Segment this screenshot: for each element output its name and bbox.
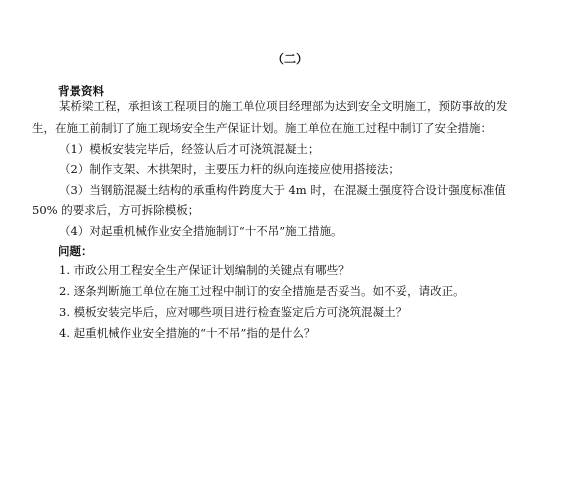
background-heading: 背景资料	[58, 84, 104, 98]
question-3: 3. 模板安装完毕后，应对哪些项目进行检查鉴定后方可浇筑混凝土？	[59, 305, 408, 319]
measure-1: （1）模板安装完毕后，经签认后才可浇筑混凝土；	[59, 142, 320, 156]
background-line-2: 生，在施工前制订了施工现场安全生产保证计划。施工单位在施工过程中制订了安全措施：	[32, 121, 492, 135]
measure-3: （3）当钢筋混凝土结构的承重构件跨度大于 4m 时，在混凝土强度符合设计强度标准值	[59, 183, 506, 197]
measure-4: （4）对起重机械作业安全措施制订“十不吊”施工措施。	[59, 224, 343, 238]
measure-3-continued: 50% 的要求后，方可拆除模板；	[32, 203, 200, 217]
question-4: 4. 起重机械作业安全措施的“十不吊”指的是什么？	[59, 326, 316, 340]
question-2: 2. 逐条判断施工单位在施工过程中制订的安全措施是否妥当。如不妥，请改正。	[59, 284, 465, 298]
question-1: 1. 市政公用工程安全生产保证计划编制的关键点有哪些？	[59, 263, 350, 277]
questions-heading: 问题：	[58, 244, 93, 258]
section-title: （二）	[271, 52, 308, 66]
measure-2: （2）制作支架、木拱架时，主要压力杆的纵向连接应使用搭接法；	[59, 162, 400, 176]
background-line-1: 某桥梁工程，承担该工程项目的施工单位项目经理部为达到安全文明施工，预防事故的发	[59, 99, 508, 113]
